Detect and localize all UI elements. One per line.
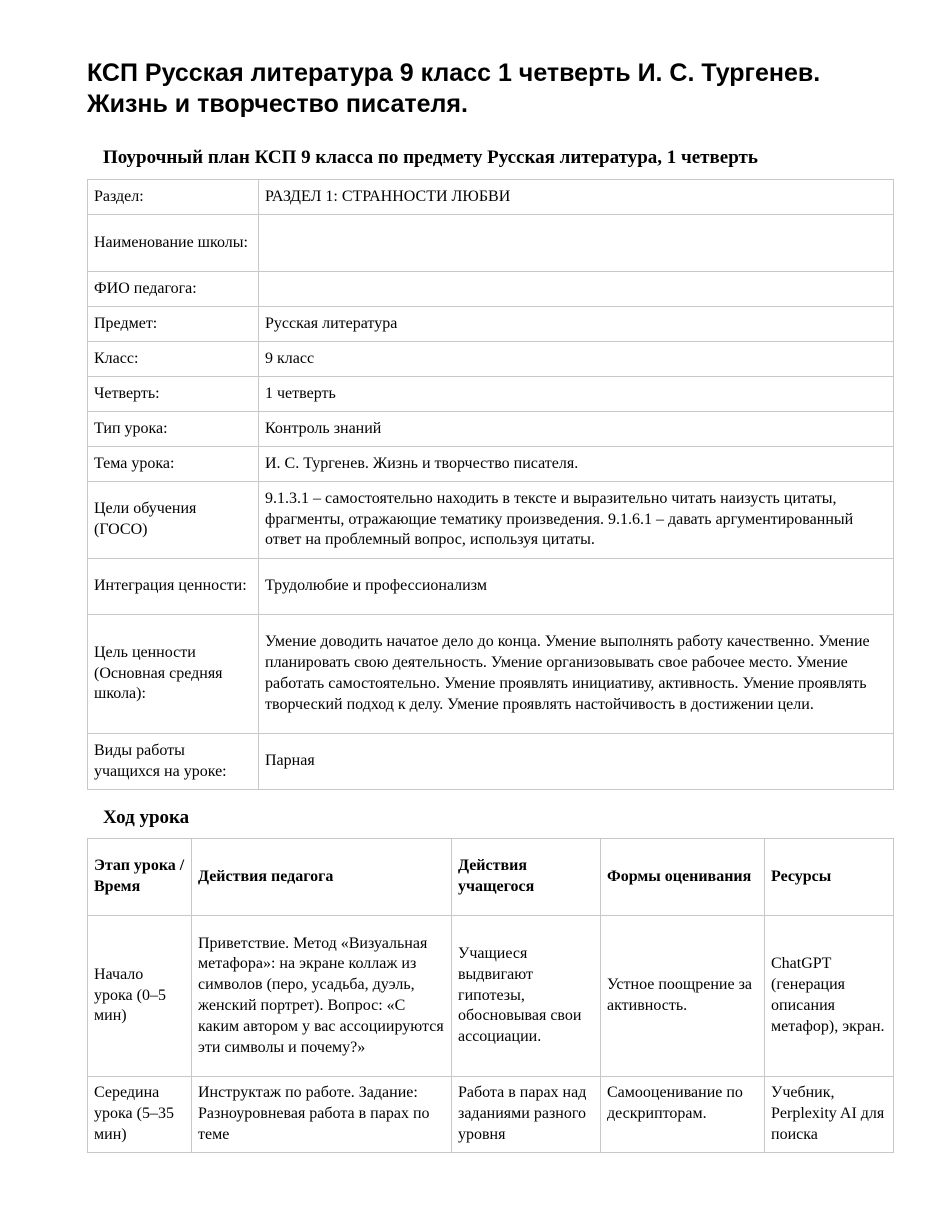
info-row-value-goal [88, 615, 894, 734]
info-row-school [88, 215, 894, 272]
info-label: Четверть: [88, 377, 259, 412]
lesson-steps-table [87, 838, 894, 1153]
info-row-subject [88, 307, 894, 342]
step-student-actions: Учащиеся выдвигают гипотезы, обосновывая свои ассоциации. [452, 916, 601, 1077]
info-row-quarter [88, 377, 894, 412]
info-row-lesson-type [88, 412, 894, 447]
step-assessment: Самооценивание по дескрипторам. [601, 1077, 765, 1153]
info-label: Класс: [88, 342, 259, 377]
steps-header-row [88, 839, 894, 916]
info-value: Парная [259, 734, 894, 790]
info-label: Тема урока: [88, 447, 259, 482]
step-resources: ChatGPT (генерация описания метафор), экран. [765, 916, 894, 1077]
step-teacher-actions: Инструктаж по работе. Задание: Разноуровневая работа в парах по теме [192, 1077, 452, 1153]
table-row [88, 916, 894, 1077]
info-value: Контроль знаний [259, 412, 894, 447]
column-header-stage: Этап урока / Время [88, 839, 192, 916]
info-row-value-integration [88, 559, 894, 615]
info-value: Умение доводить начатое дело до конца. Умение выполнять работу качественно. Умение планировать свою деятельность. Умение организовывать свое рабочее место. Умение работать самостоятельно. Умение проявлять инициативу, активность. Умение проявлять творческий подход к делу. Умение проявлять настойчивость в достижении цели. [259, 615, 894, 734]
column-header-assessment: Формы оценивания [601, 839, 765, 916]
document-page [87, 58, 893, 1153]
info-label: ФИО педагога: [88, 272, 259, 307]
info-label: Раздел: [88, 180, 259, 215]
step-stage: Начало урока (0–5 мин) [88, 916, 192, 1077]
step-teacher-actions: Приветствие. Метод «Визуальная метафора»: на экране коллаж из символов (перо, усадьба, дуэль, женский портрет). Вопрос: «С каким автором у вас ассоциируются эти символы и почему?» [192, 916, 452, 1077]
table-row [88, 1077, 894, 1153]
lesson-info-table [87, 179, 894, 790]
info-row-learning-goals [88, 482, 894, 559]
info-label: Тип урока: [88, 412, 259, 447]
info-label: Цель ценности (Основная средняя школа): [88, 615, 259, 734]
column-header-resources: Ресурсы [765, 839, 894, 916]
info-value [259, 215, 894, 272]
info-value: И. С. Тургенев. Жизнь и творчество писателя. [259, 447, 894, 482]
info-label: Предмет: [88, 307, 259, 342]
info-row-grade [88, 342, 894, 377]
info-row-topic [88, 447, 894, 482]
info-value: 1 четверть [259, 377, 894, 412]
info-value: 9 класс [259, 342, 894, 377]
info-value: Трудолюбие и профессионализм [259, 559, 894, 615]
info-row-teacher [88, 272, 894, 307]
plan-heading: Поурочный план КСП 9 класса по предмету Русская литература, 1 четверть [103, 147, 758, 168]
step-resources: Учебник, Perplexity AI для поиска [765, 1077, 894, 1153]
info-value: РАЗДЕЛ 1: СТРАННОСТИ ЛЮБВИ [259, 180, 894, 215]
info-row-section [88, 180, 894, 215]
info-label: Цели обучения (ГОСО) [88, 482, 259, 559]
step-assessment: Устное поощрение за активность. [601, 916, 765, 1077]
info-label: Интеграция ценности: [88, 559, 259, 615]
step-stage: Середина урока (5–35 мин) [88, 1077, 192, 1153]
info-row-work-types [88, 734, 894, 790]
info-value: 9.1.3.1 – самостоятельно находить в тексте и выразительно читать наизусть цитаты, фрагменты, отражающие тематику произведения. 9.1.6.1 – давать аргументированный ответ на проблемный вопрос, используя цитаты. [259, 482, 894, 559]
info-label: Наименование школы: [88, 215, 259, 272]
info-label: Виды работы учащихся на уроке: [88, 734, 259, 790]
info-value: Русская литература [259, 307, 894, 342]
step-student-actions: Работа в парах над заданиями разного уровня [452, 1077, 601, 1153]
info-value [259, 272, 894, 307]
column-header-student-actions: Действия учащегося [452, 839, 601, 916]
lesson-heading: Ход урока [103, 807, 190, 828]
column-header-teacher-actions: Действия педагога [192, 839, 452, 916]
document-title: КСП Русская литература 9 класс 1 четверть И. С. Тургенев. Жизнь и творчество писателя. [87, 59, 821, 118]
